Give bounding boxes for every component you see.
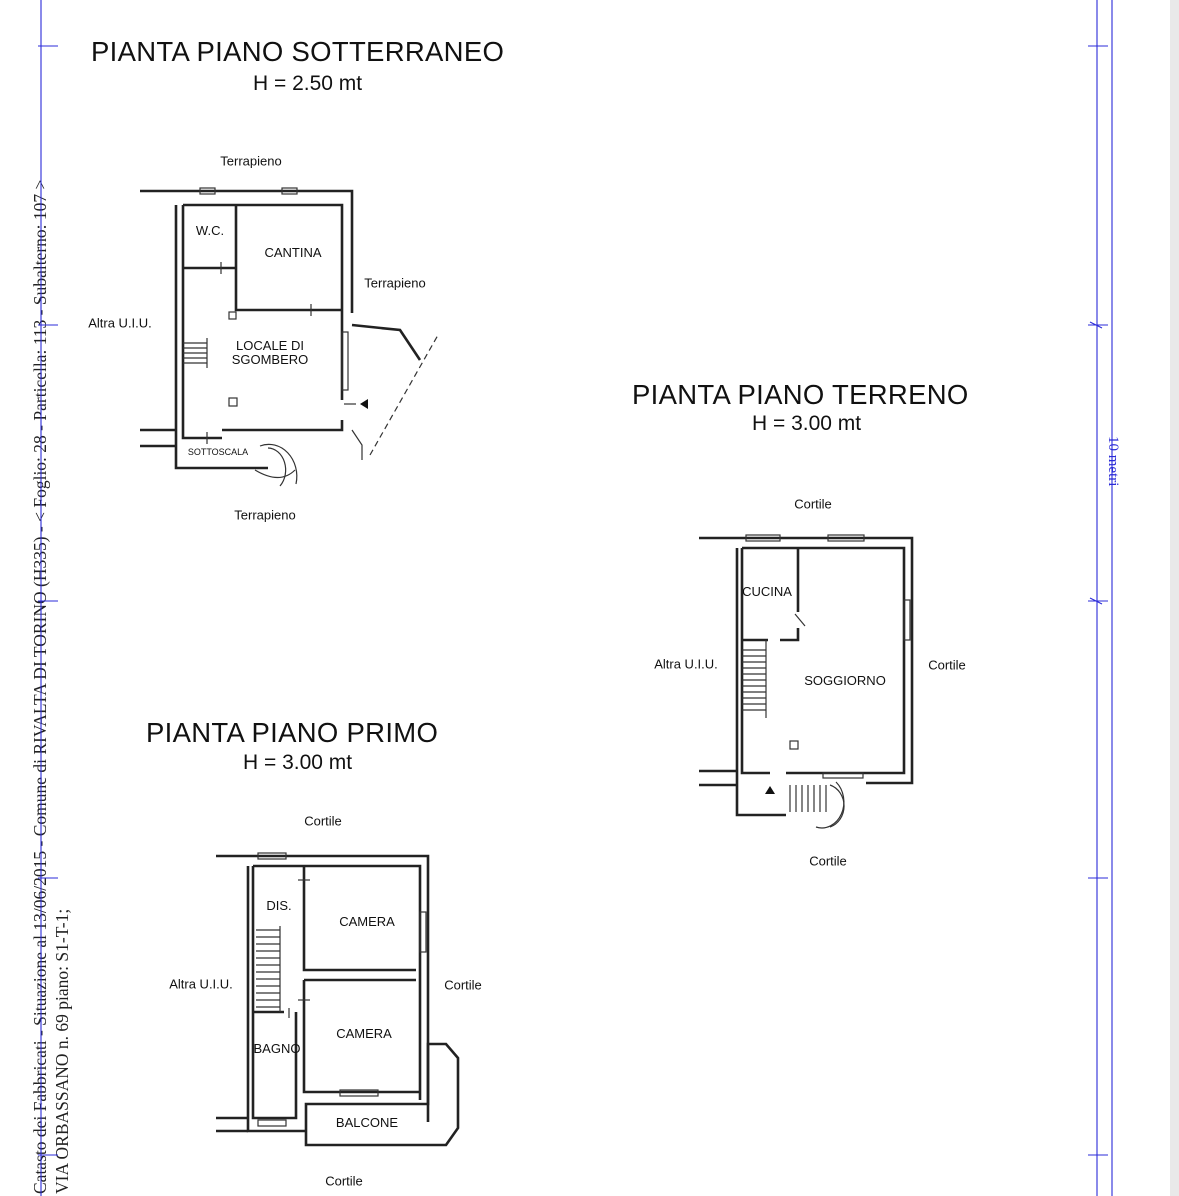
basement-label-right: Terrapieno bbox=[364, 275, 426, 291]
room-sottoscala: SOTTOSCALA bbox=[187, 447, 249, 457]
basement-title: PIANTA PIANO SOTTERRANEO bbox=[91, 36, 505, 67]
room-camera-2: CAMERA bbox=[336, 1026, 392, 1041]
room-cucina: CUCINA bbox=[742, 584, 792, 599]
first-floor-plan bbox=[216, 853, 458, 1145]
room-cantina: CANTINA bbox=[264, 245, 322, 260]
basement-height: H = 2.50 mt bbox=[253, 72, 363, 95]
first-label-top: Cortile bbox=[304, 813, 342, 829]
room-soggiorno: SOGGIORNO bbox=[804, 673, 886, 688]
ground-label-top: Cortile bbox=[794, 496, 832, 512]
ground-label-bottom: Cortile bbox=[809, 853, 847, 869]
basement-label-bottom: Terrapieno bbox=[234, 507, 296, 523]
basement-label-left: Altra U.I.U. bbox=[88, 315, 152, 331]
cadastral-reference: Catasto dei Fabbricati - Situazione al 13/06/2015 - Comune di RIVALTA DI TORINO (H335) - < Foglio: 28 - Particella: 113 - Subalterno: 107 > bbox=[30, 179, 50, 1194]
room-balcone: BALCONE bbox=[335, 1115, 399, 1130]
first-label-bottom: Cortile bbox=[325, 1173, 363, 1189]
first-label-left: Altra U.I.U. bbox=[169, 976, 233, 992]
ground-label-left: Altra U.I.U. bbox=[654, 656, 718, 672]
ground-label-right: Cortile bbox=[928, 657, 966, 673]
basement-label-top: Terrapieno bbox=[220, 153, 282, 169]
ground-title: PIANTA PIANO TERRENO bbox=[632, 379, 969, 410]
basement-plan bbox=[140, 188, 438, 486]
property-address: VIA ORBASSANO n. 69 piano: S1-T-1; bbox=[52, 908, 72, 1194]
first-label-right: Cortile bbox=[444, 977, 482, 993]
scale-label: 10 metri bbox=[1105, 436, 1121, 487]
room-bagno: BAGNO bbox=[253, 1041, 301, 1056]
ground-height: H = 3.00 mt bbox=[752, 412, 862, 435]
first-height: H = 3.00 mt bbox=[243, 751, 353, 774]
room-wc: W.C. bbox=[195, 223, 225, 238]
room-camera-1: CAMERA bbox=[339, 914, 395, 929]
first-title: PIANTA PIANO PRIMO bbox=[146, 717, 439, 748]
sheet-frame bbox=[38, 0, 1179, 1196]
room-locale-sgombero: LOCALE DI SGOMBERO bbox=[231, 338, 309, 367]
room-dis: DIS. bbox=[266, 898, 292, 913]
